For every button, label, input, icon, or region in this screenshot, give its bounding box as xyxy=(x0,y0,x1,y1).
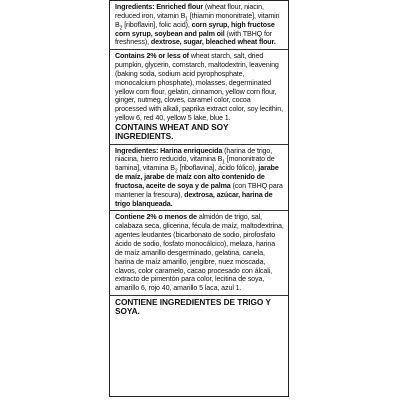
spanish-syrups-oils: jarabe de maíz, jarabe de maíz con alto contenido de fructosa, aceite de soya y de palma xyxy=(115,164,279,190)
english-syrups-oils: corn syrup, high fructose corn syrup, soybean and palm oil xyxy=(115,20,275,38)
divider xyxy=(110,210,288,211)
spanish-minor-ingredients-list: almidón de trigo, sal, calabaza seca, glicerina, fécula de maíz, maltodextrina, agentes leudantes (bicarbonato de sodio, pirofosfato ácido de sodio, fosfato monocálcico), melaza, harina de maíz amarillo desgerminado, gelatina, canela, harina de maíz amarillo, jengibre, nuez moscada, clavos, color caramelo, cacao procesado con álcali, extracto de pimentón para color, lecitina de soya, amarillo 6, rojo 40, amarillo 5 laca, azul 1. xyxy=(115,213,284,293)
spanish-ingredients-paragraph xyxy=(115,147,284,209)
divider xyxy=(110,144,288,145)
spanish-flour-detail-2: [mononitrato de tiamina], vitamina B xyxy=(115,155,275,173)
english-allergen-statement: CONTAINS WHEAT AND SOY INGREDIENTS. xyxy=(115,121,229,142)
english-minor-ingredients-list: wheat starch, salt, dried pumpkin, glycerin, cornstarch, maltodextrin, leavening (baking soda, sodium acid pyrophosphate, monocalcium phosphate), molasses, degerminated yellow corn flour, gelatin, cinnamon, yellow corn flour, ginger, nutmeg, cloves, caramel color, cocoa processed with alkali, paprika extract color, soy lecithin, yellow 6, red 40, yellow 5 lake, blue 1. xyxy=(115,52,283,123)
english-flour-detail: (wheat flour, niacin, reduced iron, vitamin B xyxy=(115,3,264,20)
english-minor-ingredients xyxy=(115,52,284,123)
english-contains-2pct-heading: Contains 2% or less of xyxy=(115,52,189,61)
english-ingredients-heading: Ingredients: Enriched flour xyxy=(115,3,204,11)
spanish-flour-detail-3: [riboflavina], ácido fólico), xyxy=(177,164,259,173)
spanish-tbhq-note: (con TBHQ para mantener la frescura), xyxy=(115,181,283,199)
divider xyxy=(110,295,288,296)
spanish-minor-ingredients xyxy=(115,213,284,293)
spanish-allergen-statement: CONTIENE INGREDIENTES DE TRIGO Y SOYA. xyxy=(115,297,271,317)
spanish-contains-2pct-heading: Contiene 2% o menos de xyxy=(115,213,197,222)
english-sugars: dextrose, sugar, bleached wheat flour. xyxy=(150,38,276,47)
divider xyxy=(110,49,288,50)
english-b1-subscript: 1 xyxy=(185,16,188,23)
english-flour-detail-2: [thiamin mononitrate], vitamin B xyxy=(115,11,280,29)
english-flour-detail-3: [riboflavin], folic acid), xyxy=(122,20,192,29)
english-ingredients-paragraph xyxy=(115,3,284,47)
spanish-b2-subscript: 2 xyxy=(174,168,178,175)
spanish-b1-subscript: 1 xyxy=(222,159,225,166)
spanish-flour-detail: (harina de trigo, niacina, hierro reducido, vitamina B xyxy=(115,146,273,164)
spanish-ingredients-heading: Ingredientes: Harina enriquecida xyxy=(115,146,223,155)
english-b2-subscript: 2 xyxy=(119,25,123,32)
english-tbhq-note: (with TBHQ for freshness), xyxy=(115,29,272,47)
ingredients-label-panel xyxy=(109,0,289,397)
spanish-sugars: dextrosa, azúcar, harina de trigo blanqueada. xyxy=(115,190,273,208)
